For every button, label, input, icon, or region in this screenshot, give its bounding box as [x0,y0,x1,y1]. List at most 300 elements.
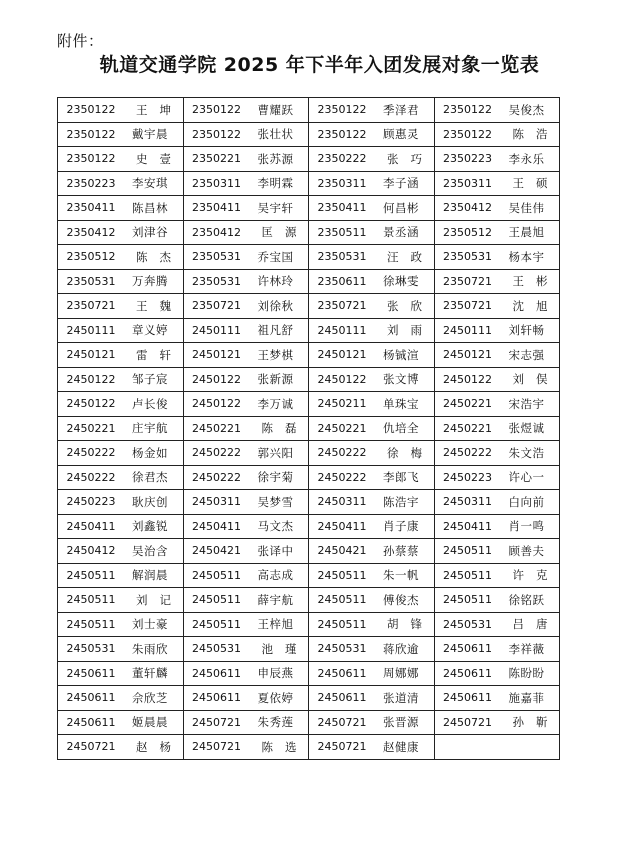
table-row [58,465,560,490]
table-cell [309,661,435,686]
member-entry [309,711,434,735]
member-entry [58,147,183,171]
student-name: 刘津谷 [132,225,168,240]
document-title: 轨道交通学院 2025 年下半年入团发展对象一览表 [99,54,540,76]
member-entry [435,490,560,514]
class-code: 2450511 [443,544,492,558]
table-cell [58,367,184,392]
student-name: 汪政 [387,249,434,264]
member-entry [184,564,309,588]
member-entry [435,735,560,759]
student-name: 赵杨 [136,739,183,754]
table-cell [58,294,184,319]
table-cell [434,710,560,735]
student-name: 胡锋 [387,617,434,632]
student-name: 朱文浩 [508,445,545,460]
class-code: 2350223 [443,152,492,166]
student-name: 王坤 [136,102,183,117]
student-name: 张新源 [257,372,294,387]
table-cell [309,416,435,441]
member-entry [58,221,183,245]
table-cell [183,588,309,613]
student-name: 史壹 [136,151,183,166]
member-entry [184,172,309,196]
table-cell [309,343,435,368]
student-name: 白向前 [508,494,545,509]
class-code: 2450411 [443,519,492,533]
student-name: 陈盼盼 [508,666,545,681]
class-code: 2450511 [192,617,241,631]
class-code: 2350223 [66,176,116,190]
member-entry [58,441,183,465]
student-name: 张文博 [383,372,419,387]
student-name: 刘俣 [512,372,560,387]
class-code: 2450511 [66,568,116,582]
student-name: 赵健康 [383,739,419,754]
student-name: 刘记 [136,592,183,607]
class-code: 2350611 [317,274,367,288]
class-code: 2450223 [443,470,492,484]
class-code: 2450721 [317,740,367,754]
member-entry [435,98,560,122]
student-name: 薛宇航 [257,592,294,607]
class-code: 2350531 [443,250,492,264]
class-code: 2350721 [66,299,116,313]
member-entry [309,441,434,465]
member-entry [184,441,309,465]
student-name: 雷轩 [136,347,183,362]
table-cell [434,196,560,221]
class-code: 2350122 [443,103,492,117]
table-cell [309,465,435,490]
member-entry [309,735,434,759]
class-code: 2450222 [66,446,116,460]
student-name: 李郎飞 [383,470,419,485]
member-entry [435,123,560,147]
member-entry [435,147,560,171]
class-code: 2450511 [317,568,367,582]
student-name: 景丞涵 [383,225,419,240]
table-cell [183,563,309,588]
member-entry [184,392,309,416]
table-row [58,588,560,613]
table-cell [434,514,560,539]
member-entry [58,172,183,196]
class-code: 2350412 [192,225,241,239]
student-name: 王梦棋 [257,347,294,362]
class-code: 2450421 [192,544,241,558]
member-entry [58,417,183,441]
class-code: 2450511 [443,568,492,582]
class-code: 2450111 [317,323,367,337]
member-entry [435,270,560,294]
student-name: 王梓旭 [257,617,294,632]
table-cell [434,661,560,686]
table-row [58,612,560,637]
table-row [58,196,560,221]
member-entry [435,368,560,392]
student-name: 王魏 [136,298,183,313]
class-code: 2350222 [317,152,367,166]
table-cell [434,441,560,466]
class-code: 2350411 [192,201,241,215]
table-cell [58,465,184,490]
class-code: 2450611 [66,666,116,680]
table-row [58,98,560,123]
table-cell [58,245,184,270]
class-code: 2450222 [66,470,116,484]
member-entry [184,637,309,661]
student-name: 徐梅 [387,445,434,460]
member-entry [435,466,560,490]
class-code: 2450121 [317,348,367,362]
student-name: 李祥薇 [508,641,545,656]
student-name: 吴佳伟 [508,200,545,215]
class-code: 2350411 [66,201,116,215]
class-code: 2450411 [317,519,367,533]
student-name: 高志成 [257,568,294,583]
table-cell [183,294,309,319]
class-code: 2450111 [66,323,116,337]
member-entry [184,588,309,612]
table-cell [309,735,435,760]
table-row [58,514,560,539]
student-name: 张巧 [387,151,434,166]
table-cell [183,465,309,490]
member-entry [309,294,434,318]
student-name: 刘徐秋 [257,298,294,313]
member-entry [309,613,434,637]
table-cell [434,686,560,711]
class-code: 2450611 [317,691,367,705]
table-cell [309,147,435,172]
class-code: 2450511 [192,593,241,607]
member-entry [435,343,560,367]
student-name: 陈杰 [136,249,183,264]
member-entry [309,172,434,196]
member-entry [184,294,309,318]
member-entry [58,294,183,318]
member-entry [184,196,309,220]
table-row [58,637,560,662]
member-entry [58,539,183,563]
student-name: 顾惠灵 [383,127,419,142]
table-row [58,392,560,417]
class-code: 2450421 [317,544,367,558]
class-code: 2350512 [66,250,116,264]
table-cell [58,416,184,441]
table-cell [183,392,309,417]
member-entry [58,319,183,343]
table-cell [183,318,309,343]
table-cell [434,588,560,613]
table-cell [58,661,184,686]
member-entry [184,270,309,294]
student-name: 王彬 [512,274,560,289]
table-cell [434,637,560,662]
class-code: 2450531 [317,642,367,656]
student-name: 徐铭跃 [508,592,545,607]
student-name: 杨本宇 [508,249,545,264]
class-code: 2450611 [317,666,367,680]
student-name: 吕唐 [512,617,560,632]
class-code: 2350531 [192,274,241,288]
attachment-label: 附件： [57,32,104,50]
table-cell [183,686,309,711]
table-cell [58,220,184,245]
student-name: 池瑾 [261,641,309,656]
member-entry [435,515,560,539]
class-code: 2450611 [443,691,492,705]
class-code: 2450221 [317,421,367,435]
class-code: 2450412 [66,544,116,558]
student-name: 徐君杰 [132,470,168,485]
table-row [58,318,560,343]
member-entry [309,637,434,661]
table-row [58,220,560,245]
student-name: 夏依婷 [257,690,294,705]
table-row [58,147,560,172]
student-name: 朱雨欣 [132,641,168,656]
table-cell [58,735,184,760]
table-cell [183,171,309,196]
student-name: 王晨旭 [508,225,545,240]
table-cell [434,465,560,490]
student-name: 刘士豪 [132,617,168,632]
table-cell [434,245,560,270]
table-cell [434,294,560,319]
table-cell [183,269,309,294]
table-cell [309,637,435,662]
member-entry [184,123,309,147]
class-code: 2350122 [66,103,116,117]
table-cell [183,539,309,564]
student-name: 许克 [512,568,560,583]
class-code: 2450721 [443,715,492,729]
table-cell [309,367,435,392]
member-entry [58,637,183,661]
member-entry [58,196,183,220]
table-cell [309,98,435,123]
class-code: 2450221 [66,421,116,435]
table-row [58,490,560,515]
roster-table [57,97,560,760]
class-code: 2350512 [443,225,492,239]
table-cell [58,686,184,711]
table-cell [434,563,560,588]
class-code: 2350412 [443,201,492,215]
student-name: 杨金如 [132,445,168,460]
class-code: 2450122 [443,372,492,386]
member-entry [58,711,183,735]
class-code: 2450121 [443,348,492,362]
member-entry [309,662,434,686]
student-name: 沈旭 [512,298,560,313]
class-code: 2350721 [192,299,241,313]
table-cell [309,563,435,588]
class-code: 2450511 [192,568,241,582]
student-name: 李子涵 [383,176,419,191]
table-row [58,441,560,466]
student-name: 张欣 [387,298,434,313]
member-entry [309,270,434,294]
table-cell [434,735,560,760]
student-name: 陈磊 [261,421,309,436]
member-entry [58,466,183,490]
class-code: 2350411 [317,201,367,215]
table-cell [58,98,184,123]
table-cell [58,392,184,417]
class-code: 2450721 [317,715,367,729]
table-cell [183,490,309,515]
class-code: 2350531 [66,274,116,288]
member-entry [435,417,560,441]
member-entry [309,515,434,539]
table-row [58,416,560,441]
class-code: 2450122 [66,372,116,386]
member-entry [435,319,560,343]
table-cell [309,710,435,735]
class-code: 2450511 [317,593,367,607]
student-name: 董轩麟 [132,666,168,681]
member-entry [184,613,309,637]
table-cell [58,710,184,735]
table-cell [58,612,184,637]
member-entry [184,539,309,563]
student-name: 单珠宝 [383,396,419,411]
student-name: 傅俊杰 [383,592,419,607]
class-code: 2450531 [443,617,492,631]
student-name: 吴梦雪 [257,494,294,509]
member-entry [435,662,560,686]
table-cell [309,686,435,711]
member-entry [435,539,560,563]
class-code: 2450122 [192,397,241,411]
class-code: 2450311 [443,495,492,509]
member-entry [184,221,309,245]
class-code: 2450611 [192,666,241,680]
member-entry [184,466,309,490]
student-name: 蒋欣逾 [383,641,419,656]
table-cell [58,637,184,662]
table-cell [309,612,435,637]
student-name: 吴宇轩 [257,200,294,215]
table-row [58,269,560,294]
student-name: 刘鑫锐 [132,519,168,534]
table-cell [58,441,184,466]
table-cell [309,490,435,515]
member-entry [435,294,560,318]
member-entry [58,490,183,514]
member-entry [309,466,434,490]
class-code: 2450222 [317,446,367,460]
class-code: 2450111 [192,323,241,337]
member-entry [58,686,183,710]
table-cell [183,122,309,147]
class-code: 2450221 [443,397,492,411]
member-entry [309,417,434,441]
class-code: 2450721 [192,715,241,729]
class-code: 2450511 [443,593,492,607]
table-cell [434,392,560,417]
table-cell [58,196,184,221]
table-row [58,563,560,588]
student-name: 万奔腾 [132,274,168,289]
member-entry [309,564,434,588]
class-code: 2350122 [317,103,367,117]
member-entry [309,98,434,122]
class-code: 2450221 [443,421,492,435]
class-code: 2450531 [192,642,241,656]
student-name: 仇培全 [383,421,419,436]
class-code: 2450721 [66,740,116,754]
student-name: 戴宇晨 [132,127,168,142]
class-code: 2450311 [192,495,241,509]
table-cell [434,539,560,564]
member-entry [184,515,309,539]
student-name: 马文杰 [257,519,294,534]
student-name: 张晋源 [383,715,419,730]
member-entry [184,711,309,735]
class-code: 2350511 [317,225,367,239]
class-code: 2450511 [317,617,367,631]
student-name: 宋志强 [508,347,545,362]
class-code: 2350721 [443,274,492,288]
member-entry [58,588,183,612]
table-row [58,539,560,564]
table-cell [309,122,435,147]
class-code: 2350531 [192,250,241,264]
member-entry [435,196,560,220]
member-entry [58,368,183,392]
student-name: 何昌彬 [383,200,419,215]
member-entry [309,245,434,269]
member-entry [309,392,434,416]
member-entry [184,319,309,343]
student-name: 张译中 [257,543,294,558]
table-cell [434,343,560,368]
table-cell [183,220,309,245]
table-cell [58,171,184,196]
table-cell [309,245,435,270]
student-name: 宋浩宇 [508,396,545,411]
table-cell [434,416,560,441]
member-entry [184,245,309,269]
table-cell [434,171,560,196]
class-code: 2350122 [192,127,241,141]
member-entry [435,637,560,661]
student-name: 耿庆创 [132,494,168,509]
class-code: 2450121 [66,348,116,362]
student-name: 陈选 [261,739,309,754]
member-entry [309,588,434,612]
class-code: 2450122 [317,372,367,386]
table-cell [183,147,309,172]
table-cell [58,122,184,147]
table-cell [434,122,560,147]
student-name: 申辰燕 [257,666,294,681]
table-row [58,710,560,735]
class-code: 2450122 [192,372,241,386]
table-cell [434,367,560,392]
table-row [58,735,560,760]
student-name: 吴治含 [132,543,168,558]
student-name: 曹耀跃 [257,102,294,117]
table-cell [183,367,309,392]
member-entry [309,196,434,220]
class-code: 2350122 [443,127,492,141]
member-entry [58,123,183,147]
